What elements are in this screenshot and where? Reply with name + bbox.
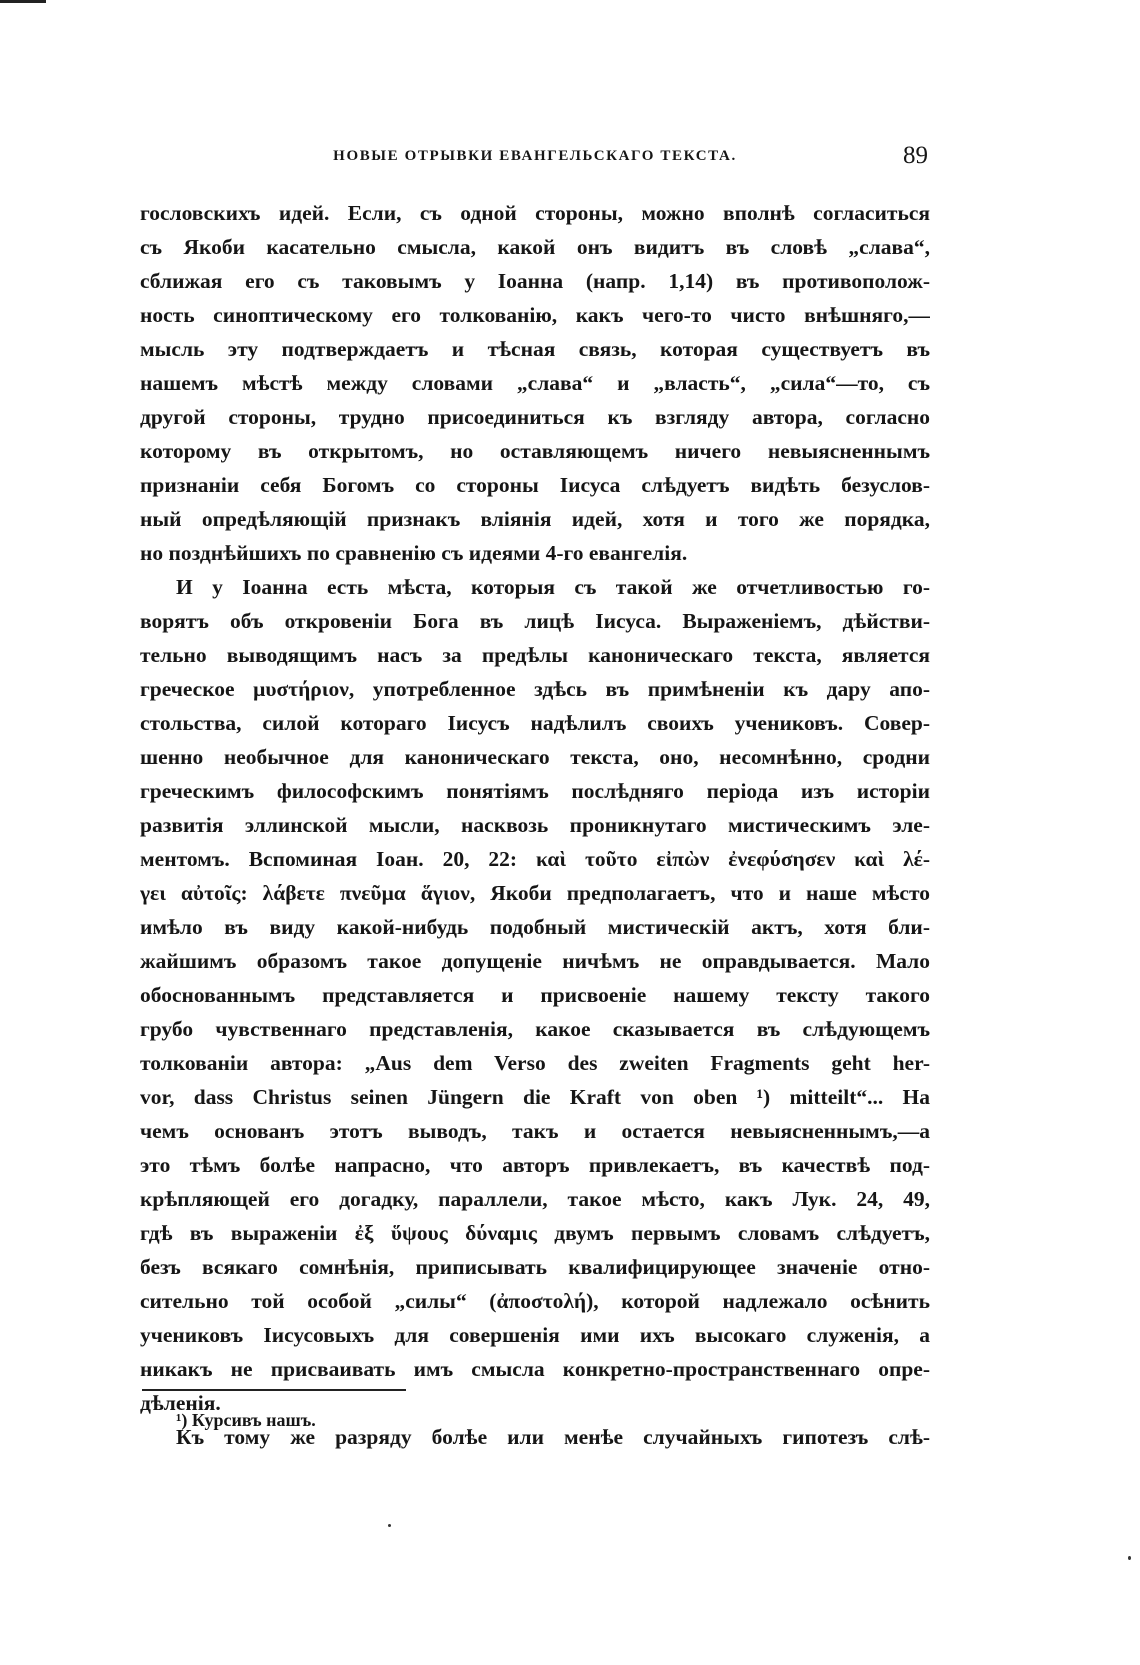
text-line: чемъ основанъ этотъ выводъ, такъ и остается невыясненнымъ,—а (140, 1119, 930, 1143)
text-line: греческое μυστήριον, употребленное здѣсь въ примѣненіи къ дару апо- (140, 677, 930, 701)
text-line: никакъ не присваивать имъ смысла конкретно-пространственнаго опре- (140, 1357, 930, 1381)
text-line: гословскихъ идей. Если, съ одной стороны, можно вполнѣ согласиться (140, 201, 930, 225)
text-line: ность синоптическому его толкованію, какъ чего-то чисто внѣшняго,— (140, 303, 930, 327)
page-number: 89 (903, 142, 928, 169)
text-line: ментомъ. Вспоминая Іоан. 20, 22: καὶ τοῦτο εἰπὼν ἐνεφύσησεν καὶ λέ- (140, 847, 930, 871)
text-line: греческимъ философскимъ понятіямъ послѣдняго періода изъ исторіи (140, 779, 930, 803)
text-line: крѣпляющей его догадку, параллели, такое мѣсто, какъ Лук. 24, 49, (140, 1187, 930, 1211)
text-line: грубо чувственнаго представленія, какое сказывается въ слѣдующемъ (140, 1017, 930, 1041)
text-line: γει αὐτοῖς: λάβετε πνεῦμα ἅγιον, Якоби предполагаетъ, что и наше мѣсто (140, 881, 930, 905)
text-line: жайшимъ образомъ такое допущеніе ничѣмъ не оправдывается. Мало (140, 949, 930, 973)
text-line: это тѣмъ болѣе напрасно, что авторъ привлекаетъ, въ качествѣ под- (140, 1153, 930, 1177)
text-line: толкованіи автора: „Aus dem Verso des zweiten Fragments geht her- (140, 1051, 930, 1075)
text-line: тельно выводящимъ насъ за предѣлы каноническаго текста, является (140, 643, 930, 667)
text-line: ный опредѣляющій признакъ вліянія идей, хотя и того же порядка, (140, 507, 930, 531)
footnote-divider (142, 1389, 406, 1391)
text-line: Къ тому же разряду болѣе или менѣе случайныхъ гипотезъ слѣ- (176, 1425, 930, 1449)
scan-corner-mark (0, 0, 46, 3)
text-line: но позднѣйшихъ по сравненію съ идеями 4-го евангелія. (140, 541, 688, 565)
running-head (140, 142, 930, 172)
text-line: мысль эту подтверждаетъ и тѣсная связь, которая существуетъ въ (140, 337, 930, 361)
text-line: которому въ открытомъ, но оставляющемъ ничего невыясненнымъ (140, 439, 930, 463)
running-title: НОВЫЕ ОТРЫВКИ ЕВАНГЕЛЬСКАГО ТЕКСТА. (333, 148, 737, 164)
text-line: ворятъ объ откровеніи Бога въ лицѣ Іисуса. Выраженіемъ, дѣйстви- (140, 609, 930, 633)
text-line: стольства, силой котораго Іисусъ надѣлилъ своихъ учениковъ. Совер- (140, 711, 930, 735)
text-line: другой стороны, трудно присоединиться къ взгляду автора, согласно (140, 405, 930, 429)
text-line: шенно необычное для каноническаго текста, оно, несомнѣнно, сродни (140, 745, 930, 769)
scan-speck (1128, 1556, 1131, 1560)
text-line: И у Іоанна есть мѣста, которыя съ такой же отчетливостью го- (176, 575, 930, 599)
text-line: безъ всякаго сомнѣнія, приписывать квалифицирующее значеніе отно- (140, 1255, 930, 1279)
text-line: гдѣ въ выраженіи ἐξ ὕψους δύναμις двумъ первымъ словамъ слѣдуетъ, (140, 1221, 930, 1245)
text-line: имѣло въ виду какой-нибудь подобный мистическій актъ, хотя бли- (140, 915, 930, 939)
scan-speck (388, 1524, 391, 1527)
text-line: сближая его съ таковымъ у Іоанна (напр. 1,14) въ противополож- (140, 269, 930, 293)
text-line: сительно той особой „силы“ (ἀποστολή), которой надлежало осѣнить (140, 1289, 930, 1313)
text-line: обоснованнымъ представляется и присвоеніе нашему тексту такого (140, 983, 930, 1007)
text-line: учениковъ Іисусовыхъ для совершенія ими ихъ высокаго служенія, а (140, 1323, 930, 1347)
text-line: съ Якоби касательно смысла, какой онъ видитъ въ словѣ „слава“, (140, 235, 930, 259)
text-line: vor, dass Christus seinen Jüngern die Kraft von oben ¹) mitteilt“... На (140, 1085, 930, 1109)
text-line: развитія эллинской мысли, насквозь проникнутаго мистическимъ эле- (140, 813, 930, 837)
text-line: нашемъ мѣстѣ между словами „слава“ и „власть“, „сила“—то, съ (140, 371, 930, 395)
text-line: признаніи себя Богомъ со стороны Іисуса слѣдуетъ видѣть безуслов- (140, 473, 930, 497)
footnote: ¹) Курсивъ нашъ. (176, 1410, 316, 1430)
text-line: дѣленія. (140, 1391, 221, 1415)
body-text (140, 196, 930, 1454)
